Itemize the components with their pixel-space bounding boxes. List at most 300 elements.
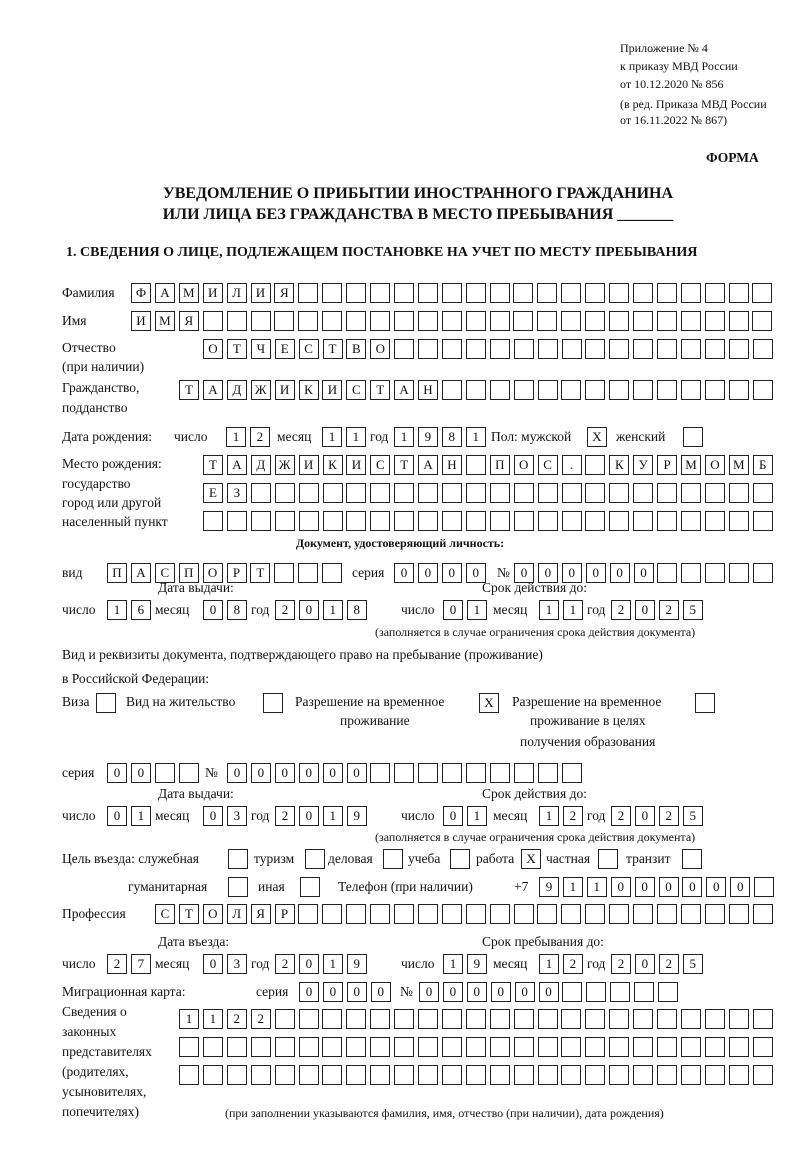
name-cell[interactable] xyxy=(561,311,581,331)
birthplace3-cell[interactable] xyxy=(418,511,438,531)
right-number-cell[interactable] xyxy=(394,763,414,783)
profession-cell[interactable] xyxy=(466,904,486,924)
reps2-cell[interactable] xyxy=(251,1037,271,1057)
birthplace3-cell[interactable] xyxy=(346,511,366,531)
birthplace2-cell[interactable] xyxy=(705,483,725,503)
profession-cell[interactable]: С xyxy=(155,904,175,924)
reps2-cell[interactable] xyxy=(514,1037,534,1057)
entry-month-cell[interactable]: 3 xyxy=(227,954,247,974)
patronymic-cell[interactable] xyxy=(633,339,653,359)
purpose-other-checkbox[interactable] xyxy=(300,877,320,897)
reps2-cell[interactable] xyxy=(585,1037,605,1057)
doc-valid-day-cell[interactable]: 1 xyxy=(467,600,487,620)
citizenship-cell[interactable] xyxy=(681,380,701,400)
reps1-cell[interactable] xyxy=(538,1009,558,1029)
doc-issue-year-cell[interactable]: 2 xyxy=(275,600,295,620)
name-cell[interactable]: И xyxy=(131,311,151,331)
name-cell[interactable] xyxy=(394,311,414,331)
citizenship-cell[interactable]: К xyxy=(299,380,319,400)
reps2-cell[interactable] xyxy=(538,1037,558,1057)
birthplace1-cell[interactable]: Т xyxy=(203,455,223,475)
right-number-cell[interactable]: 0 xyxy=(347,763,367,783)
profession-cell[interactable] xyxy=(490,904,510,924)
reps3-cell[interactable] xyxy=(729,1065,749,1085)
entry-year-cell[interactable]: 1 xyxy=(323,954,343,974)
name-cell[interactable] xyxy=(466,311,486,331)
phone-cell[interactable]: 0 xyxy=(611,877,631,897)
doc-kind-cell[interactable]: Р xyxy=(227,563,247,583)
mc-number-cell[interactable] xyxy=(634,982,654,1002)
mc-number-cell[interactable] xyxy=(586,982,606,1002)
patronymic-cell[interactable]: Т xyxy=(227,339,247,359)
right-series-cell[interactable] xyxy=(179,763,199,783)
reps1-cell[interactable] xyxy=(609,1009,629,1029)
doc-number-cell[interactable] xyxy=(657,563,677,583)
name-cell[interactable] xyxy=(227,311,247,331)
mc-number-cell[interactable]: 0 xyxy=(491,982,511,1002)
purpose-humanitarian-checkbox[interactable] xyxy=(228,877,248,897)
patronymic-cell[interactable] xyxy=(538,339,558,359)
surname-cell[interactable]: И xyxy=(251,283,271,303)
doc-issue-year-cell[interactable]: 0 xyxy=(299,600,319,620)
patronymic-cell[interactable] xyxy=(753,339,773,359)
patronymic-cell[interactable] xyxy=(466,339,486,359)
right-valid-year-cell[interactable]: 0 xyxy=(635,806,655,826)
citizenship-cell[interactable] xyxy=(538,380,558,400)
birth-day-cell[interactable]: 1 xyxy=(226,427,246,447)
profession-cell[interactable] xyxy=(705,904,725,924)
surname-cell[interactable] xyxy=(585,283,605,303)
doc-series-cell[interactable]: 0 xyxy=(394,563,414,583)
right-number-cell[interactable] xyxy=(490,763,510,783)
profession-cell[interactable]: Т xyxy=(179,904,199,924)
patronymic-cell[interactable]: Е xyxy=(275,339,295,359)
mc-number-cell[interactable] xyxy=(610,982,630,1002)
reps2-cell[interactable] xyxy=(705,1037,725,1057)
reps1-cell[interactable] xyxy=(729,1009,749,1029)
doc-kind-cell[interactable] xyxy=(274,563,294,583)
stay-month-cell[interactable]: 1 xyxy=(539,954,559,974)
right-trp-checkbox[interactable]: X xyxy=(479,693,499,713)
reps3-cell[interactable] xyxy=(394,1065,414,1085)
citizenship-cell[interactable]: А xyxy=(394,380,414,400)
patronymic-cell[interactable]: В xyxy=(346,339,366,359)
birthplace2-cell[interactable] xyxy=(585,483,605,503)
reps3-cell[interactable] xyxy=(299,1065,319,1085)
reps3-cell[interactable] xyxy=(609,1065,629,1085)
name-cell[interactable] xyxy=(681,311,701,331)
surname-cell[interactable]: М xyxy=(179,283,199,303)
phone-cell[interactable]: 0 xyxy=(706,877,726,897)
mc-number-cell[interactable]: 0 xyxy=(515,982,535,1002)
birthplace1-cell[interactable]: Р xyxy=(657,455,677,475)
reps3-cell[interactable] xyxy=(633,1065,653,1085)
reps2-cell[interactable] xyxy=(418,1037,438,1057)
doc-number-cell[interactable] xyxy=(705,563,725,583)
birth-month-cell[interactable]: 1 xyxy=(346,427,366,447)
birthplace2-cell[interactable] xyxy=(323,483,343,503)
reps3-cell[interactable] xyxy=(705,1065,725,1085)
birthplace3-cell[interactable] xyxy=(442,511,462,531)
reps1-cell[interactable] xyxy=(490,1009,510,1029)
entry-day-cell[interactable]: 7 xyxy=(131,954,151,974)
surname-cell[interactable] xyxy=(609,283,629,303)
reps1-cell[interactable]: 1 xyxy=(203,1009,223,1029)
birthplace1-cell[interactable]: М xyxy=(681,455,701,475)
patronymic-cell[interactable]: О xyxy=(370,339,390,359)
right-valid-day-cell[interactable]: 1 xyxy=(467,806,487,826)
patronymic-cell[interactable] xyxy=(657,339,677,359)
profession-cell[interactable] xyxy=(729,904,749,924)
purpose-transit-checkbox[interactable] xyxy=(682,849,702,869)
mc-series-cell[interactable]: 0 xyxy=(347,982,367,1002)
reps3-cell[interactable] xyxy=(370,1065,390,1085)
doc-number-cell[interactable] xyxy=(753,563,773,583)
doc-number-cell[interactable]: 0 xyxy=(610,563,630,583)
purpose-tourism-checkbox[interactable] xyxy=(305,849,325,869)
birthplace1-cell[interactable]: И xyxy=(299,455,319,475)
entry-month-cell[interactable]: 0 xyxy=(203,954,223,974)
birthplace1-cell[interactable]: О xyxy=(514,455,534,475)
surname-cell[interactable] xyxy=(681,283,701,303)
citizenship-cell[interactable] xyxy=(729,380,749,400)
citizenship-cell[interactable]: Т xyxy=(179,380,199,400)
purpose-private-checkbox[interactable] xyxy=(598,849,618,869)
reps3-cell[interactable] xyxy=(585,1065,605,1085)
birth-day-cell[interactable]: 2 xyxy=(250,427,270,447)
stay-year-cell[interactable]: 5 xyxy=(683,954,703,974)
birthplace1-cell[interactable] xyxy=(466,455,486,475)
reps3-cell[interactable] xyxy=(490,1065,510,1085)
doc-kind-cell[interactable]: О xyxy=(203,563,223,583)
birthplace2-cell[interactable] xyxy=(370,483,390,503)
birthplace2-cell[interactable] xyxy=(538,483,558,503)
birthplace2-cell[interactable] xyxy=(609,483,629,503)
right-number-cell[interactable] xyxy=(370,763,390,783)
reps1-cell[interactable] xyxy=(681,1009,701,1029)
doc-issue-year-cell[interactable]: 8 xyxy=(347,600,367,620)
reps3-cell[interactable] xyxy=(251,1065,271,1085)
birthplace1-cell[interactable]: И xyxy=(346,455,366,475)
surname-cell[interactable]: А xyxy=(155,283,175,303)
surname-cell[interactable] xyxy=(466,283,486,303)
birthplace1-cell[interactable]: Н xyxy=(442,455,462,475)
citizenship-cell[interactable] xyxy=(490,380,510,400)
doc-number-cell[interactable] xyxy=(729,563,749,583)
right-issue-year-cell[interactable]: 1 xyxy=(323,806,343,826)
surname-cell[interactable] xyxy=(346,283,366,303)
citizenship-cell[interactable] xyxy=(442,380,462,400)
name-cell[interactable] xyxy=(442,311,462,331)
reps1-cell[interactable] xyxy=(442,1009,462,1029)
stay-year-cell[interactable]: 2 xyxy=(659,954,679,974)
citizenship-cell[interactable] xyxy=(561,380,581,400)
doc-number-cell[interactable]: 0 xyxy=(514,563,534,583)
birthplace3-cell[interactable] xyxy=(466,511,486,531)
citizenship-cell[interactable] xyxy=(609,380,629,400)
patronymic-cell[interactable] xyxy=(562,339,582,359)
birthplace1-cell[interactable]: К xyxy=(609,455,629,475)
citizenship-cell[interactable]: А xyxy=(203,380,223,400)
profession-cell[interactable]: Я xyxy=(251,904,271,924)
surname-cell[interactable]: Ф xyxy=(131,283,151,303)
right-number-cell[interactable]: 0 xyxy=(323,763,343,783)
purpose-work-checkbox[interactable]: X xyxy=(521,849,541,869)
reps2-cell[interactable] xyxy=(681,1037,701,1057)
birthplace1-cell[interactable]: Б xyxy=(753,455,773,475)
right-valid-year-cell[interactable]: 2 xyxy=(611,806,631,826)
stay-month-cell[interactable]: 2 xyxy=(563,954,583,974)
reps2-cell[interactable] xyxy=(753,1037,773,1057)
doc-valid-month-cell[interactable]: 1 xyxy=(539,600,559,620)
name-cell[interactable] xyxy=(251,311,271,331)
birth-month-cell[interactable]: 1 xyxy=(322,427,342,447)
birth-year-cell[interactable]: 9 xyxy=(418,427,438,447)
reps1-cell[interactable] xyxy=(561,1009,581,1029)
birthplace2-cell[interactable] xyxy=(346,483,366,503)
reps3-cell[interactable] xyxy=(538,1065,558,1085)
phone-cell[interactable]: 1 xyxy=(563,877,583,897)
birth-year-cell[interactable]: 1 xyxy=(466,427,486,447)
reps2-cell[interactable] xyxy=(322,1037,342,1057)
profession-cell[interactable] xyxy=(609,904,629,924)
right-issue-day-cell[interactable]: 0 xyxy=(107,806,127,826)
birthplace3-cell[interactable] xyxy=(251,511,271,531)
patronymic-cell[interactable]: Ч xyxy=(251,339,271,359)
surname-cell[interactable] xyxy=(633,283,653,303)
phone-cell[interactable]: 0 xyxy=(682,877,702,897)
reps1-cell[interactable]: 2 xyxy=(227,1009,247,1029)
birthplace3-cell[interactable] xyxy=(705,511,725,531)
surname-cell[interactable]: Я xyxy=(274,283,294,303)
name-cell[interactable]: Я xyxy=(179,311,199,331)
name-cell[interactable] xyxy=(490,311,510,331)
reps1-cell[interactable] xyxy=(275,1009,295,1029)
doc-series-cell[interactable]: 0 xyxy=(418,563,438,583)
patronymic-cell[interactable] xyxy=(514,339,534,359)
entry-year-cell[interactable]: 2 xyxy=(275,954,295,974)
birthplace2-cell[interactable] xyxy=(657,483,677,503)
reps2-cell[interactable] xyxy=(466,1037,486,1057)
birthplace1-cell[interactable]: М xyxy=(729,455,749,475)
doc-kind-cell[interactable] xyxy=(322,563,342,583)
reps1-cell[interactable] xyxy=(585,1009,605,1029)
birthplace3-cell[interactable] xyxy=(753,511,773,531)
birth-year-cell[interactable]: 1 xyxy=(394,427,414,447)
birthplace2-cell[interactable] xyxy=(442,483,462,503)
doc-kind-cell[interactable] xyxy=(298,563,318,583)
doc-issue-day-cell[interactable]: 6 xyxy=(131,600,151,620)
surname-cell[interactable] xyxy=(442,283,462,303)
patronymic-cell[interactable] xyxy=(394,339,414,359)
right-trpe-checkbox[interactable] xyxy=(695,693,715,713)
reps1-cell[interactable] xyxy=(705,1009,725,1029)
birthplace2-cell[interactable] xyxy=(490,483,510,503)
birthplace3-cell[interactable] xyxy=(490,511,510,531)
right-visa-checkbox[interactable] xyxy=(96,693,116,713)
patronymic-cell[interactable]: Т xyxy=(323,339,343,359)
reps2-cell[interactable] xyxy=(657,1037,677,1057)
reps2-cell[interactable] xyxy=(490,1037,510,1057)
entry-year-cell[interactable]: 0 xyxy=(299,954,319,974)
name-cell[interactable] xyxy=(274,311,294,331)
reps3-cell[interactable] xyxy=(442,1065,462,1085)
birthplace2-cell[interactable] xyxy=(299,483,319,503)
surname-cell[interactable]: Л xyxy=(227,283,247,303)
phone-cell[interactable]: 0 xyxy=(730,877,750,897)
reps3-cell[interactable] xyxy=(753,1065,773,1085)
right-number-cell[interactable] xyxy=(466,763,486,783)
patronymic-cell[interactable]: С xyxy=(299,339,319,359)
doc-issue-year-cell[interactable]: 1 xyxy=(323,600,343,620)
reps2-cell[interactable] xyxy=(729,1037,749,1057)
doc-valid-year-cell[interactable]: 2 xyxy=(611,600,631,620)
doc-series-cell[interactable]: 0 xyxy=(466,563,486,583)
birthplace1-cell[interactable]: Ж xyxy=(275,455,295,475)
right-issue-year-cell[interactable]: 2 xyxy=(275,806,295,826)
name-cell[interactable] xyxy=(513,311,533,331)
doc-issue-day-cell[interactable]: 1 xyxy=(107,600,127,620)
birthplace3-cell[interactable] xyxy=(562,511,582,531)
birthplace3-cell[interactable] xyxy=(729,511,749,531)
reps3-cell[interactable] xyxy=(657,1065,677,1085)
birthplace3-cell[interactable] xyxy=(370,511,390,531)
profession-cell[interactable]: О xyxy=(203,904,223,924)
birthplace2-cell[interactable] xyxy=(275,483,295,503)
reps1-cell[interactable] xyxy=(322,1009,342,1029)
citizenship-cell[interactable] xyxy=(466,380,486,400)
name-cell[interactable] xyxy=(729,311,749,331)
doc-kind-cell[interactable]: П xyxy=(107,563,127,583)
name-cell[interactable] xyxy=(752,311,772,331)
birthplace1-cell[interactable]: С xyxy=(370,455,390,475)
birthplace1-cell[interactable]: А xyxy=(227,455,247,475)
phone-cell[interactable]: 9 xyxy=(539,877,559,897)
reps1-cell[interactable] xyxy=(394,1009,414,1029)
doc-kind-cell[interactable]: П xyxy=(179,563,199,583)
profession-cell[interactable] xyxy=(753,904,773,924)
citizenship-cell[interactable]: Т xyxy=(370,380,390,400)
reps1-cell[interactable]: 2 xyxy=(251,1009,271,1029)
reps2-cell[interactable] xyxy=(299,1037,319,1057)
birthplace2-cell[interactable] xyxy=(729,483,749,503)
citizenship-cell[interactable]: И xyxy=(322,380,342,400)
patronymic-cell[interactable] xyxy=(705,339,725,359)
mc-number-cell[interactable]: 0 xyxy=(443,982,463,1002)
birthplace1-cell[interactable]: Т xyxy=(394,455,414,475)
reps3-cell[interactable] xyxy=(203,1065,223,1085)
right-series-cell[interactable]: 0 xyxy=(107,763,127,783)
profession-cell[interactable] xyxy=(394,904,414,924)
birthplace3-cell[interactable] xyxy=(514,511,534,531)
doc-issue-month-cell[interactable]: 0 xyxy=(203,600,223,620)
right-number-cell[interactable] xyxy=(514,763,534,783)
profession-cell[interactable] xyxy=(681,904,701,924)
reps3-cell[interactable] xyxy=(561,1065,581,1085)
right-issue-month-cell[interactable]: 3 xyxy=(227,806,247,826)
reps1-cell[interactable] xyxy=(466,1009,486,1029)
birth-year-cell[interactable]: 8 xyxy=(442,427,462,447)
reps1-cell[interactable] xyxy=(418,1009,438,1029)
patronymic-cell[interactable] xyxy=(442,339,462,359)
mc-number-cell[interactable]: 0 xyxy=(467,982,487,1002)
doc-number-cell[interactable]: 0 xyxy=(562,563,582,583)
reps2-cell[interactable] xyxy=(370,1037,390,1057)
reps3-cell[interactable] xyxy=(466,1065,486,1085)
name-cell[interactable] xyxy=(322,311,342,331)
surname-cell[interactable] xyxy=(418,283,438,303)
right-number-cell[interactable] xyxy=(442,763,462,783)
citizenship-cell[interactable] xyxy=(705,380,725,400)
right-series-cell[interactable] xyxy=(155,763,175,783)
doc-valid-day-cell[interactable]: 0 xyxy=(443,600,463,620)
patronymic-cell[interactable] xyxy=(418,339,438,359)
right-number-cell[interactable]: 0 xyxy=(299,763,319,783)
patronymic-cell[interactable]: О xyxy=(203,339,223,359)
doc-number-cell[interactable]: 0 xyxy=(586,563,606,583)
birthplace1-cell[interactable]: К xyxy=(323,455,343,475)
name-cell[interactable] xyxy=(298,311,318,331)
birthplace3-cell[interactable] xyxy=(657,511,677,531)
name-cell[interactable] xyxy=(418,311,438,331)
birthplace1-cell[interactable]: О xyxy=(705,455,725,475)
birthplace2-cell[interactable] xyxy=(633,483,653,503)
reps1-cell[interactable] xyxy=(514,1009,534,1029)
reps3-cell[interactable] xyxy=(346,1065,366,1085)
birthplace3-cell[interactable] xyxy=(538,511,558,531)
citizenship-cell[interactable] xyxy=(585,380,605,400)
reps1-cell[interactable] xyxy=(370,1009,390,1029)
name-cell[interactable] xyxy=(705,311,725,331)
profession-cell[interactable] xyxy=(418,904,438,924)
mc-series-cell[interactable]: 0 xyxy=(299,982,319,1002)
surname-cell[interactable] xyxy=(561,283,581,303)
stay-year-cell[interactable]: 2 xyxy=(611,954,631,974)
surname-cell[interactable] xyxy=(537,283,557,303)
reps2-cell[interactable] xyxy=(394,1037,414,1057)
citizenship-cell[interactable]: И xyxy=(275,380,295,400)
birthplace2-cell[interactable] xyxy=(753,483,773,503)
name-cell[interactable] xyxy=(370,311,390,331)
reps2-cell[interactable] xyxy=(179,1037,199,1057)
surname-cell[interactable] xyxy=(298,283,318,303)
name-cell[interactable] xyxy=(609,311,629,331)
reps3-cell[interactable] xyxy=(322,1065,342,1085)
reps3-cell[interactable] xyxy=(179,1065,199,1085)
birthplace1-cell[interactable]: С xyxy=(538,455,558,475)
doc-valid-year-cell[interactable]: 5 xyxy=(683,600,703,620)
right-number-cell[interactable]: 0 xyxy=(227,763,247,783)
birthplace3-cell[interactable] xyxy=(323,511,343,531)
reps3-cell[interactable] xyxy=(681,1065,701,1085)
purpose-business-checkbox[interactable] xyxy=(383,849,403,869)
right-issue-year-cell[interactable]: 9 xyxy=(347,806,367,826)
purpose-study-checkbox[interactable] xyxy=(450,849,470,869)
reps1-cell[interactable] xyxy=(753,1009,773,1029)
profession-cell[interactable] xyxy=(322,904,342,924)
doc-kind-cell[interactable]: Т xyxy=(250,563,270,583)
profession-cell[interactable] xyxy=(370,904,390,924)
birthplace3-cell[interactable] xyxy=(609,511,629,531)
birthplace3-cell[interactable] xyxy=(275,511,295,531)
right-number-cell[interactable] xyxy=(418,763,438,783)
stay-day-cell[interactable]: 1 xyxy=(443,954,463,974)
right-issue-month-cell[interactable]: 0 xyxy=(203,806,223,826)
birthplace2-cell[interactable] xyxy=(514,483,534,503)
surname-cell[interactable] xyxy=(513,283,533,303)
name-cell[interactable] xyxy=(657,311,677,331)
birthplace2-cell[interactable] xyxy=(394,483,414,503)
